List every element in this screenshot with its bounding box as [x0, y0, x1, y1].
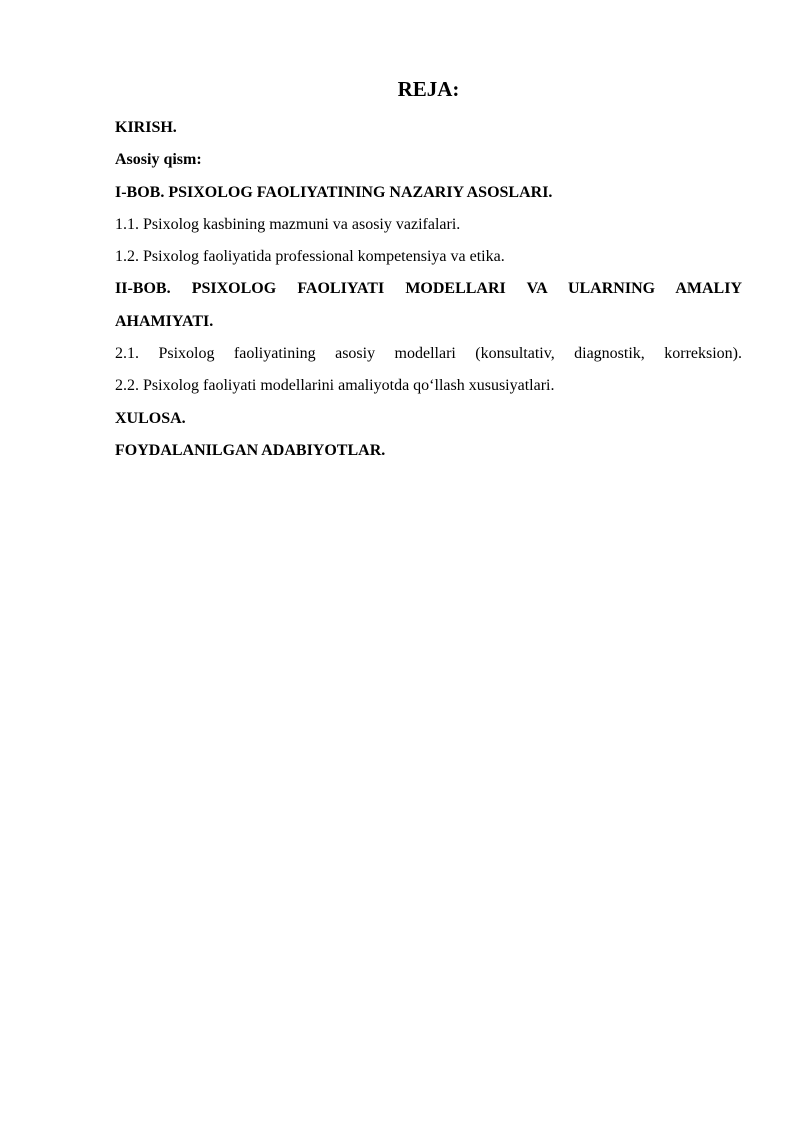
toc-entry-section-2-2: 2.2. Psixolog faoliyati modellarini amaliyotda qo‘llash xususiyatlari. [115, 377, 555, 395]
toc-entry-section-1-1: 1.1. Psixolog kasbining mazmuni va asosiy vazifalari. [115, 215, 461, 233]
toc-entry-introduction: KIRISH. [115, 119, 177, 136]
table-of-contents [115, 76, 742, 467]
page-title: REJA: [397, 77, 460, 101]
toc-entry-references: FOYDALANILGAN ADABIYOTLAR. [115, 441, 386, 459]
toc-entry-section-2-1: 2.1. Psixolog faoliyatining asosiy modellari (konsultativ, diagnostik, korreksion). [115, 345, 742, 363]
toc-entry-chapter-2: II-BOB. PSIXOLOG FAOLIYATI MODELLARI VA ULARNING AMALIY [115, 280, 742, 298]
toc-entry-chapter-2-continued: AHAMIYATI. [115, 312, 214, 330]
toc-entry-chapter-1: I-BOB. PSIXOLOG FAOLIYATINING NAZARIY ASOSLARI. [115, 183, 553, 201]
toc-entry-conclusion: XULOSA. [115, 409, 186, 427]
toc-entry-section-1-2: 1.2. Psixolog faoliyatida professional kompetensiya va etika. [115, 248, 505, 266]
toc-entry-main-part: Asosiy qism: [115, 151, 202, 169]
